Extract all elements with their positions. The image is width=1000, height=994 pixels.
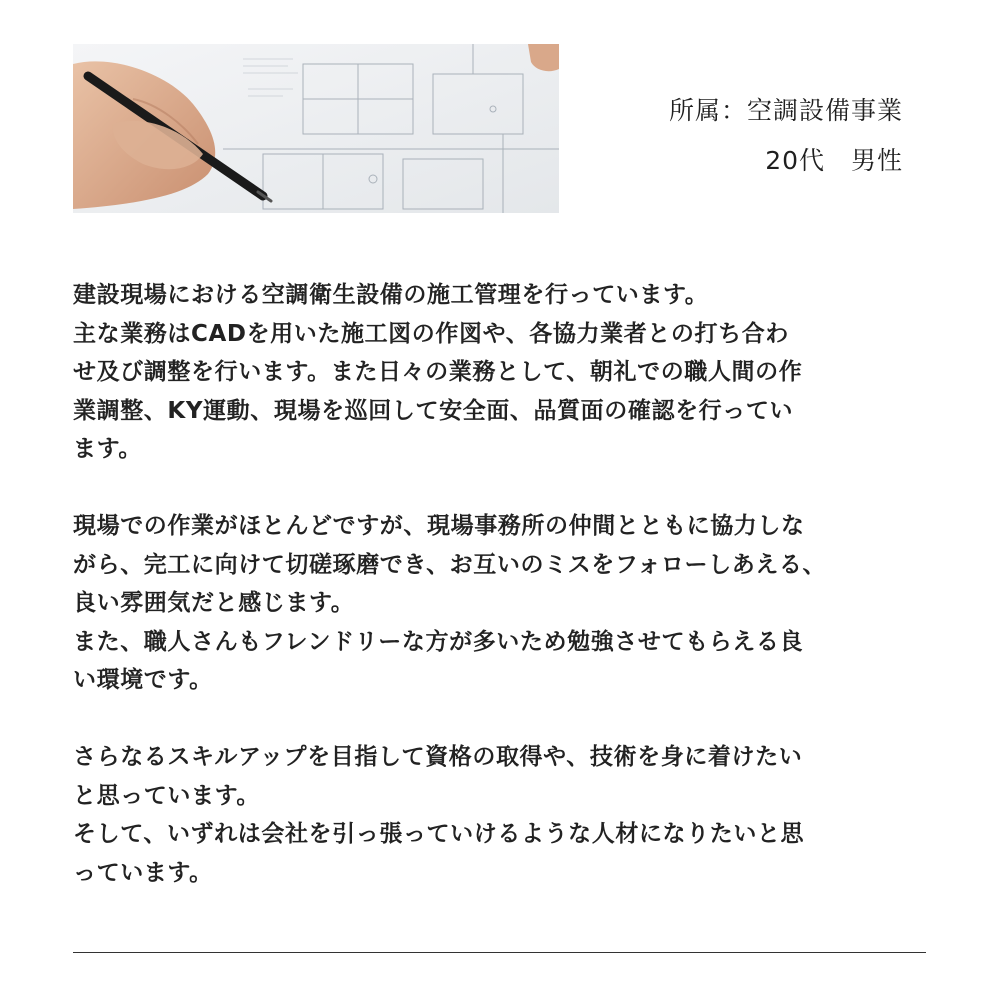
age-gender-label: 20代 男性 <box>765 146 903 175</box>
text-line: と思っています。 <box>73 782 260 809</box>
text-line: そして、いずれは会社を引っ張っていけるような人材になりたいと思 <box>73 821 805 847</box>
text-line: 建設現場における空調衛生設備の施工管理を行っています。 <box>73 282 709 308</box>
text-line: 主な業務はCADを用いた施工図の作図や、各協力業者との打ち合わ <box>73 320 789 347</box>
affiliation-label: 所属：空調設備事業 <box>668 96 903 125</box>
text-line: 現場での作業がほとんどですが、現場事務所の仲間とともに協力しな <box>73 513 805 539</box>
text-line: また、職人さんもフレンドリーな方が多いため勉強させてもらえる良 <box>73 628 804 655</box>
text-line: がら、完工に向けて切磋琢磨でき、お互いのミスをフォローしあえる、 <box>73 551 827 578</box>
text-line: っています。 <box>73 859 213 886</box>
paragraph-workplace-atmosphere <box>73 507 943 700</box>
paragraph-gap <box>73 700 943 739</box>
text-line: ます。 <box>73 436 142 462</box>
text-line: せ及び調整を行います。また日々の業務として、朝礼での職人間の作 <box>73 359 803 385</box>
text-line: さらなるスキルアップを目指して資格の取得や、技術を身に着けたい <box>73 744 803 770</box>
employee-profile <box>669 86 903 186</box>
text-line: 業調整、KY運動、現場を巡回して安全面、品質面の確認を行ってい <box>73 397 794 424</box>
interview-body <box>73 276 943 892</box>
paragraph-work-description <box>73 276 943 469</box>
blueprint-photo <box>73 44 559 213</box>
paragraph-future-goals <box>73 738 943 892</box>
bottom-divider <box>73 952 926 953</box>
text-line: 良い雰囲気だと感じます。 <box>73 590 355 616</box>
paragraph-gap <box>73 469 943 508</box>
text-line: い環境です。 <box>73 667 213 693</box>
